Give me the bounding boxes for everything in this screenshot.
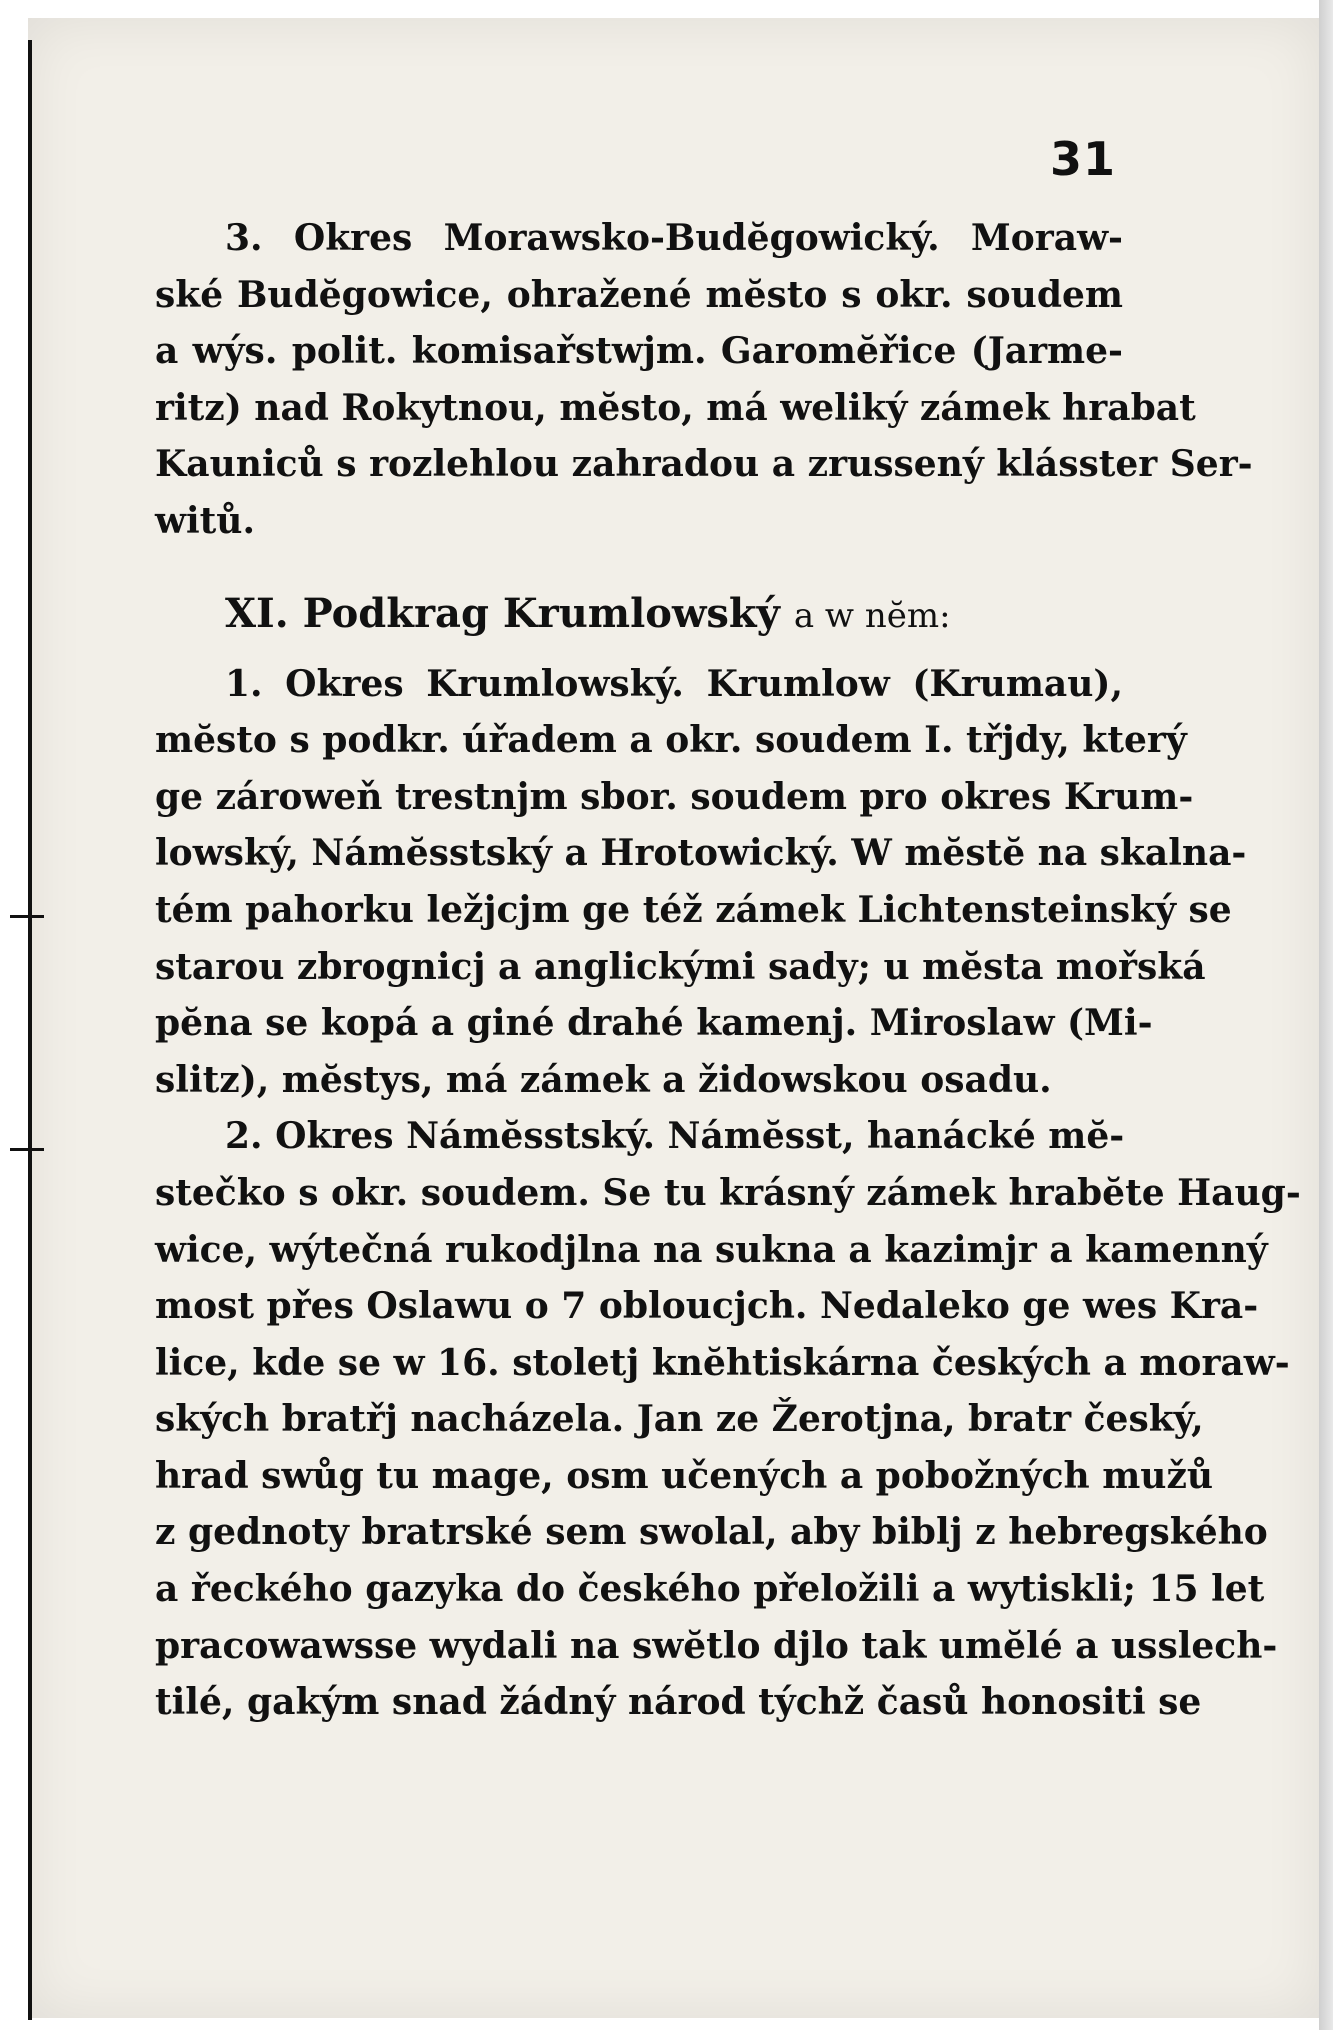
text-line: 2. Okres Námĕsstský. Námĕsst, hanácké mĕ- (225, 1115, 1125, 1158)
text-line: a řeckého gazyka do českého přeložili a wytiskli; 15 let (155, 1568, 1265, 1611)
text-line: lice, kde se w 16. stoletj knĕhtiskárna českých a moraw- (155, 1341, 1290, 1384)
text-line: hrad swůg tu mage, osm učených a pobožných mužů (155, 1454, 1214, 1497)
page-number: 31 (1050, 132, 1117, 186)
text-line: starou zbrognicj a anglickými sady; u mĕsta mořská (155, 945, 1206, 988)
text-line: tilé, gakým snad žádný národ týchž časů honositi se (155, 1681, 1202, 1724)
text-line: wice, wýtečná rukodjlna na sukna a kazimjr a kamenný (155, 1228, 1268, 1271)
spacer (155, 550, 1123, 584)
text-line: Kauniců s rozlehlou zahradou a zrussený klásster Ser- (155, 443, 1253, 486)
section-heading-main: XI. Podkrag Krumlowský (225, 589, 780, 637)
text-line: pracowawsse wydali na swĕtlo djlo tak umĕlé a usslech- (155, 1624, 1278, 1667)
text-line: stečko s okr. soudem. Se tu krásný zámek hrabĕte Haug- (155, 1171, 1301, 1214)
text-line: 3. Okres Morawsko-Budĕgowický. Moraw- (225, 217, 1123, 259)
text-line: 1. Okres Krumlowský. Krumlow (Krumau), (225, 662, 1123, 705)
text-line: ských bratřj nacházela. Jan ze Žerotjna, bratr český, (155, 1398, 1204, 1441)
section-heading-sub: a w nĕm: (793, 595, 951, 636)
text-line: lowský, Námĕsstský a Hrotowický. W mĕstĕ na skalna- (155, 832, 1247, 875)
text-line: z gednoty bratrské sem swolal, aby biblj z hebregského (155, 1511, 1268, 1554)
text-line: mĕsto s podkr. úřadem a okr. soudem I. třjdy, který (155, 719, 1187, 762)
paragraph-before-heading (155, 210, 1253, 550)
text-line: tém pahorku ležjcjm ge též zámek Lichtensteinský se (155, 888, 1232, 931)
spacer (155, 644, 1123, 656)
margin-tick-mark (10, 1148, 44, 1151)
margin-tick-mark (10, 915, 44, 918)
text-line: ge zároweň trestnjm sbor. soudem pro okres Krum- (155, 775, 1194, 818)
text-line: witů. (155, 499, 256, 542)
text-line: ské Budĕgowice, ohražené mĕsto s okr. soudem (155, 273, 1123, 316)
text-line: ritz) nad Rokytnou, mĕsto, má weliký zámek hrabat (155, 386, 1196, 429)
page-edge-shadow (1319, 0, 1333, 2030)
text-line: most přes Oslawu o 7 obloucjch. Nedaleko ge wes Kra- (155, 1285, 1259, 1328)
text-line: slitz), mĕstys, má zámek a židowskou osadu. (155, 1058, 1052, 1101)
left-margin-rule (28, 40, 32, 2020)
text-line: a wýs. polit. komisařstwjm. Garomĕřice (Jarme- (155, 330, 1123, 373)
text-line: pĕna se kopá a giné drahé kamenj. Miroslaw (Mi- (155, 1002, 1153, 1045)
paragraph-after-heading (155, 656, 1301, 1731)
body-text (155, 210, 1301, 1731)
section-heading (155, 584, 1123, 644)
